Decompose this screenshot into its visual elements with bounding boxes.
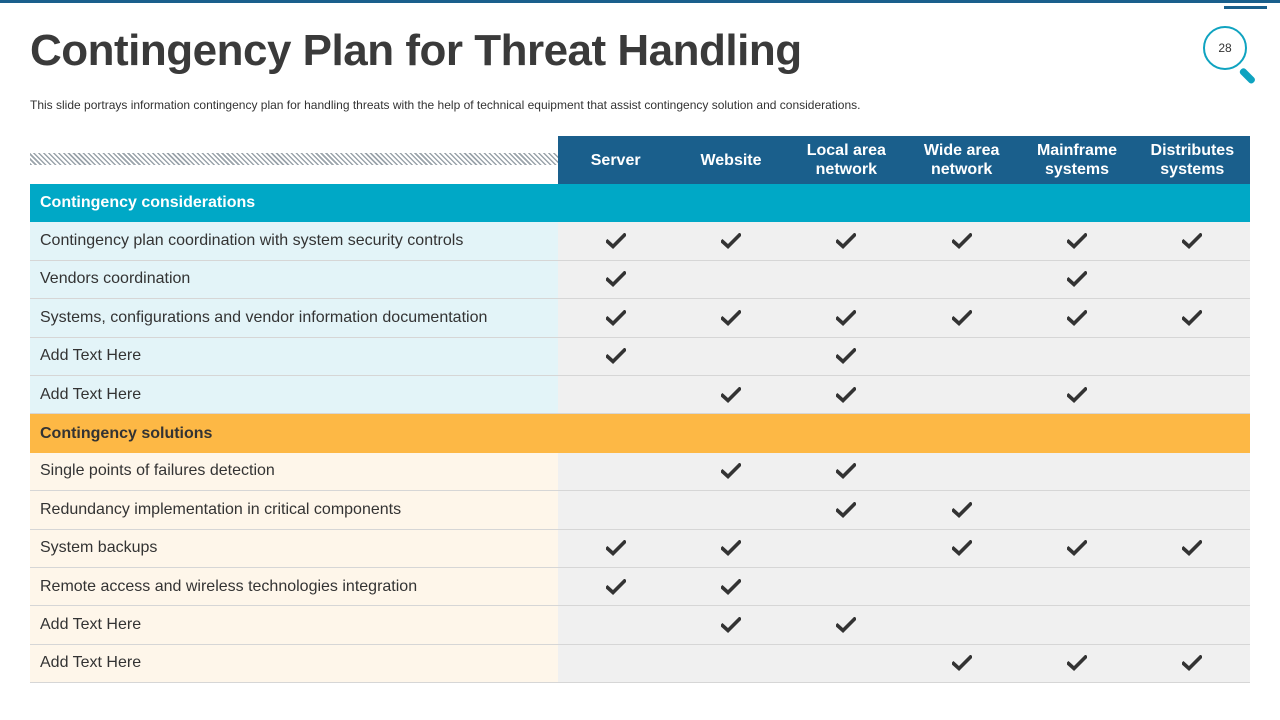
- mark-cell: [904, 645, 1019, 682]
- mark-cell: [558, 568, 673, 605]
- check-icon: [1067, 540, 1087, 556]
- check-icon: [606, 540, 626, 556]
- hatch-decoration: [30, 153, 558, 165]
- row-label: Remote access and wireless technologies integration: [30, 568, 558, 605]
- mark-cell: [558, 453, 673, 490]
- mark-cell: [673, 261, 788, 298]
- row-label: Systems, configurations and vendor information documentation: [30, 299, 558, 336]
- column-header: [904, 136, 1019, 184]
- mark-cell: [1019, 222, 1134, 259]
- column-header: [1019, 136, 1134, 184]
- mark-cell: [673, 568, 788, 605]
- table-row: [30, 261, 1250, 299]
- mark-cell: [673, 222, 788, 259]
- mark-cell: [1135, 530, 1250, 567]
- mark-cell: [1135, 491, 1250, 528]
- table-row: [30, 338, 1250, 376]
- check-icon: [1067, 387, 1087, 403]
- slide-subtitle: This slide portrays information contingency plan for handling threats with the help of technical equipment that assist contingency solution and considerations.: [30, 98, 861, 112]
- section-header-row: [30, 184, 1250, 222]
- page-number: 28: [1218, 41, 1232, 55]
- table-header-row: [558, 136, 1250, 184]
- check-icon: [606, 348, 626, 364]
- check-icon: [1067, 655, 1087, 671]
- mark-cell: [673, 606, 788, 643]
- mark-cell: [558, 606, 673, 643]
- mark-cell: [1135, 376, 1250, 413]
- magnifier-icon: [1203, 26, 1247, 70]
- mark-cell: [673, 299, 788, 336]
- check-icon: [1067, 271, 1087, 287]
- column-header-label: Local area network: [806, 142, 886, 178]
- magnifier-handle: [1239, 67, 1257, 85]
- row-label: Add Text Here: [30, 645, 558, 682]
- mark-cell: [558, 222, 673, 259]
- check-icon: [836, 463, 856, 479]
- mark-cell: [789, 568, 904, 605]
- check-icon: [1182, 310, 1202, 326]
- table-row: [30, 453, 1250, 491]
- section-header-row: [30, 414, 1250, 452]
- mark-cell: [1135, 261, 1250, 298]
- mark-cell: [1019, 568, 1134, 605]
- mark-cell: [1135, 453, 1250, 490]
- row-label: Contingency plan coordination with system security controls: [30, 222, 558, 259]
- check-icon: [721, 540, 741, 556]
- mark-cell: [1135, 606, 1250, 643]
- check-icon: [1067, 233, 1087, 249]
- table-row: [30, 491, 1250, 529]
- column-header-label: Wide area network: [923, 142, 1000, 178]
- mark-cell: [904, 299, 1019, 336]
- table-row: [30, 645, 1250, 683]
- slide-title: Contingency Plan for Threat Handling: [30, 26, 802, 75]
- column-header-label: Server: [590, 151, 641, 169]
- mark-cell: [1019, 338, 1134, 375]
- mark-cell: [1135, 222, 1250, 259]
- mark-cell: [1019, 645, 1134, 682]
- check-icon: [606, 579, 626, 595]
- check-icon: [721, 233, 741, 249]
- check-icon: [952, 233, 972, 249]
- check-icon: [952, 310, 972, 326]
- mark-cell: [1019, 376, 1134, 413]
- check-icon: [952, 502, 972, 518]
- check-icon: [721, 579, 741, 595]
- mark-cell: [904, 491, 1019, 528]
- mark-cell: [673, 530, 788, 567]
- mark-cell: [1135, 338, 1250, 375]
- check-icon: [1182, 233, 1202, 249]
- check-icon: [1182, 540, 1202, 556]
- row-label: System backups: [30, 530, 558, 567]
- mark-cell: [1135, 299, 1250, 336]
- check-icon: [606, 271, 626, 287]
- mark-cell: [904, 376, 1019, 413]
- mark-cell: [904, 606, 1019, 643]
- mark-cell: [1135, 645, 1250, 682]
- mark-cell: [789, 645, 904, 682]
- table-row: [30, 606, 1250, 644]
- table-row: [30, 568, 1250, 606]
- mark-cell: [789, 261, 904, 298]
- check-icon: [836, 348, 856, 364]
- check-icon: [836, 617, 856, 633]
- mark-cell: [673, 338, 788, 375]
- mark-cell: [558, 645, 673, 682]
- mark-cell: [904, 530, 1019, 567]
- section-title: Contingency solutions: [40, 424, 213, 442]
- table-row: [30, 222, 1250, 260]
- mark-cell: [789, 222, 904, 259]
- badge-accent-bar: [1224, 6, 1267, 9]
- mark-cell: [1019, 453, 1134, 490]
- mark-cell: [673, 491, 788, 528]
- mark-cell: [789, 453, 904, 490]
- column-header-label: Mainframe systems: [1036, 142, 1117, 178]
- mark-cell: [558, 338, 673, 375]
- check-icon: [606, 310, 626, 326]
- mark-cell: [558, 261, 673, 298]
- column-header-label: Distributes systems: [1150, 142, 1235, 178]
- mark-cell: [904, 568, 1019, 605]
- check-icon: [836, 387, 856, 403]
- table-row: [30, 299, 1250, 337]
- top-rule: [0, 0, 1280, 3]
- section-title: Contingency considerations: [40, 194, 256, 212]
- mark-cell: [558, 376, 673, 413]
- check-icon: [721, 617, 741, 633]
- row-label: Vendors coordination: [30, 261, 558, 298]
- table-body: [30, 184, 1250, 683]
- mark-cell: [673, 376, 788, 413]
- mark-cell: [904, 338, 1019, 375]
- column-header: [558, 136, 673, 184]
- row-label: Add Text Here: [30, 338, 558, 375]
- check-icon: [1067, 310, 1087, 326]
- mark-cell: [673, 645, 788, 682]
- row-label: Redundancy implementation in critical components: [30, 491, 558, 528]
- mark-cell: [558, 299, 673, 336]
- row-label: Add Text Here: [30, 376, 558, 413]
- mark-cell: [1019, 261, 1134, 298]
- check-icon: [721, 310, 741, 326]
- mark-cell: [789, 299, 904, 336]
- row-label: Add Text Here: [30, 606, 558, 643]
- check-icon: [721, 463, 741, 479]
- mark-cell: [789, 376, 904, 413]
- mark-cell: [558, 491, 673, 528]
- check-icon: [952, 655, 972, 671]
- column-header-label: Website: [700, 151, 762, 169]
- check-icon: [721, 387, 741, 403]
- mark-cell: [789, 606, 904, 643]
- mark-cell: [1019, 299, 1134, 336]
- check-icon: [1182, 655, 1202, 671]
- mark-cell: [1019, 530, 1134, 567]
- check-icon: [836, 502, 856, 518]
- mark-cell: [904, 222, 1019, 259]
- column-header: [673, 136, 788, 184]
- mark-cell: [789, 530, 904, 567]
- check-icon: [952, 540, 972, 556]
- column-header: [1135, 136, 1250, 184]
- mark-cell: [789, 338, 904, 375]
- page-number-badge: [1203, 6, 1267, 82]
- mark-cell: [1135, 568, 1250, 605]
- mark-cell: [789, 491, 904, 528]
- check-icon: [836, 310, 856, 326]
- check-icon: [606, 233, 626, 249]
- mark-cell: [673, 453, 788, 490]
- mark-cell: [1019, 606, 1134, 643]
- mark-cell: [904, 453, 1019, 490]
- mark-cell: [558, 530, 673, 567]
- mark-cell: [1019, 491, 1134, 528]
- table-row: [30, 376, 1250, 414]
- column-header: [789, 136, 904, 184]
- table-row: [30, 530, 1250, 568]
- mark-cell: [904, 261, 1019, 298]
- check-icon: [836, 233, 856, 249]
- row-label: Single points of failures detection: [30, 453, 558, 490]
